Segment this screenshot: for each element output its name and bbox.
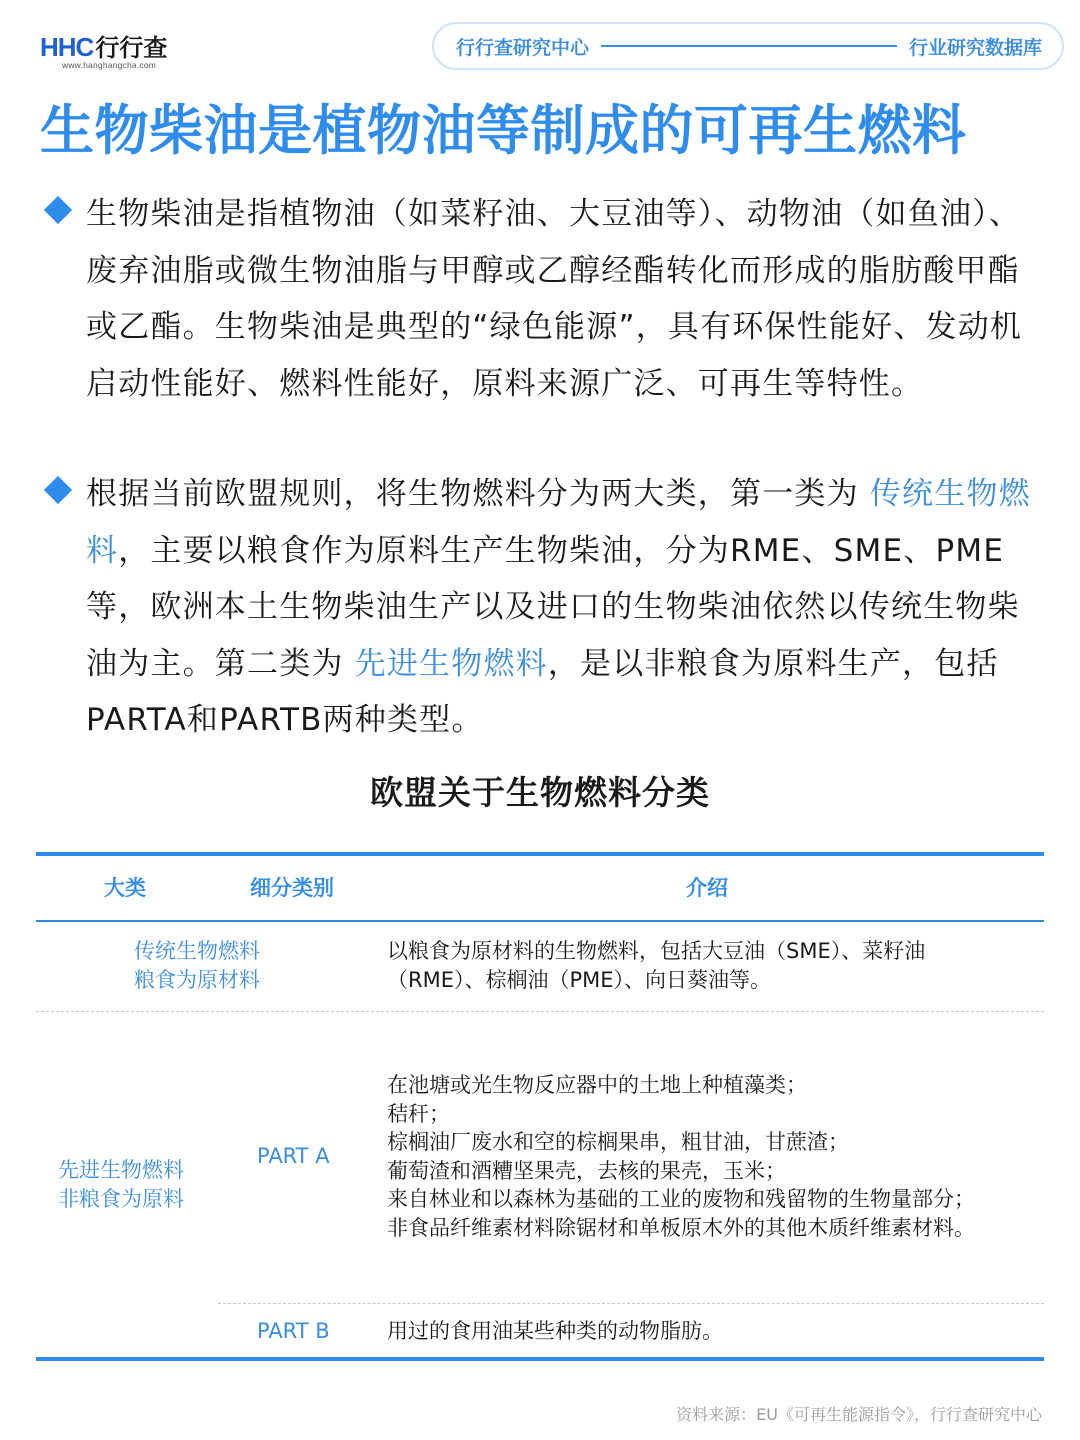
table-row-1-intro: [387, 937, 925, 995]
logo-name: 行行查: [95, 34, 168, 62]
bullet-paragraph-1: [40, 186, 1040, 412]
row-divider: [36, 1011, 1044, 1012]
brand-logo: [40, 28, 210, 74]
table-row-1-category: [134, 937, 260, 995]
intro-line: 棕榈油厂废水和空的棕榈果串，粗甘油，甘蔗渣；: [387, 1130, 849, 1155]
table-row-2b-intro: 用过的食用油某些种类的动物脂肪。: [387, 1319, 723, 1343]
bullet-text-part: 根据当前欧盟规则，将生物燃料分为两大类，第一类为: [86, 476, 870, 512]
header-banner: [432, 22, 1064, 70]
intro-line: 非食品纤维素材料除锯材和单板原木外的其他木质纤维素材料。: [387, 1215, 975, 1240]
subcategory-part-a: PART A: [257, 1144, 330, 1168]
research-center-label: 行行查研究中心: [456, 36, 590, 59]
intro-line: （RME）、棕榈油（PME）、向日葵油等。: [387, 968, 772, 992]
source-note: 资料来源：EU《可再生能源指令》，行行查研究中心: [676, 1405, 1042, 1424]
subcategory-part-b: PART B: [257, 1319, 330, 1343]
table-bottom-rule: [36, 1357, 1044, 1361]
header-divider-line: [601, 45, 897, 47]
table-header-subcategory: 细分类别: [250, 876, 334, 900]
table-header-rule: [36, 920, 1044, 922]
category-line: 先进生物燃料: [58, 1158, 184, 1182]
page-title: 生物柴油是植物油等制成的可再生燃料: [40, 99, 967, 162]
table-row-2-category: [58, 1156, 184, 1214]
bullet-text-part: ，主要以粮食作为原料生产生物柴油，分为RME、SME、PME等，欧洲本土生物柴油生产以及进口的生物柴油依然以传统生物柴油为主。第二类为: [86, 532, 1020, 682]
intro-line: 以粮食为原材料的生物燃料，包括大豆油（SME）、菜籽油: [387, 939, 926, 963]
logo-mark: HHC: [40, 32, 94, 62]
intro-line: 葡萄渣和酒糟坚果壳，去核的果壳，玉米；: [387, 1158, 786, 1183]
intro-line: 秸秆；: [387, 1101, 450, 1126]
category-line: 非粮食为原料: [58, 1187, 184, 1211]
bullet-text-part: ，是以非粮食为原料生产，包括PARTA和PARTB两种类型。: [86, 645, 999, 739]
table-top-rule: [36, 852, 1044, 856]
highlight-advanced-biofuel: 先进生物燃料: [354, 645, 548, 682]
intro-line: 在池塘或光生物反应器中的土地上种植藻类；: [387, 1073, 807, 1097]
bullet-text: 生物柴油是指植物油（如菜籽油、大豆油等）、动物油（如鱼油）、废弃油脂或微生物油脂与甲醇或乙醇经酯转化而形成的脂肪酸甲酯或乙酯。生物柴油是典型的“绿色能源”，具有环保性能好、发动机启动性能好、燃料性能好，原料来源广泛、可再生等特性。: [86, 196, 1023, 402]
bullet-paragraph-2: [40, 466, 1040, 749]
category-line: 传统生物燃料: [134, 939, 260, 963]
diamond-bullet-icon: [44, 196, 72, 224]
subrow-divider: [218, 1303, 1044, 1304]
diamond-bullet-icon: [44, 476, 72, 504]
table-header-category: 大类: [104, 876, 146, 900]
logo-url: www.hanghangcha.com: [62, 60, 157, 70]
bullet-text: [86, 466, 1040, 749]
table-row-2a-intro: [387, 1071, 975, 1243]
database-label: 行业研究数据库: [908, 36, 1042, 59]
intro-line: 来自林业和以森林为基础的工业的废物和残留物的生物量部分；: [387, 1187, 975, 1212]
category-line: 粮食为原材料: [134, 968, 260, 992]
highlight-traditional-biofuel: 传统生物燃料: [86, 476, 1031, 569]
table-header-intro: 介绍: [686, 876, 728, 900]
table-caption: 欧盟关于生物燃料分类: [370, 773, 710, 812]
